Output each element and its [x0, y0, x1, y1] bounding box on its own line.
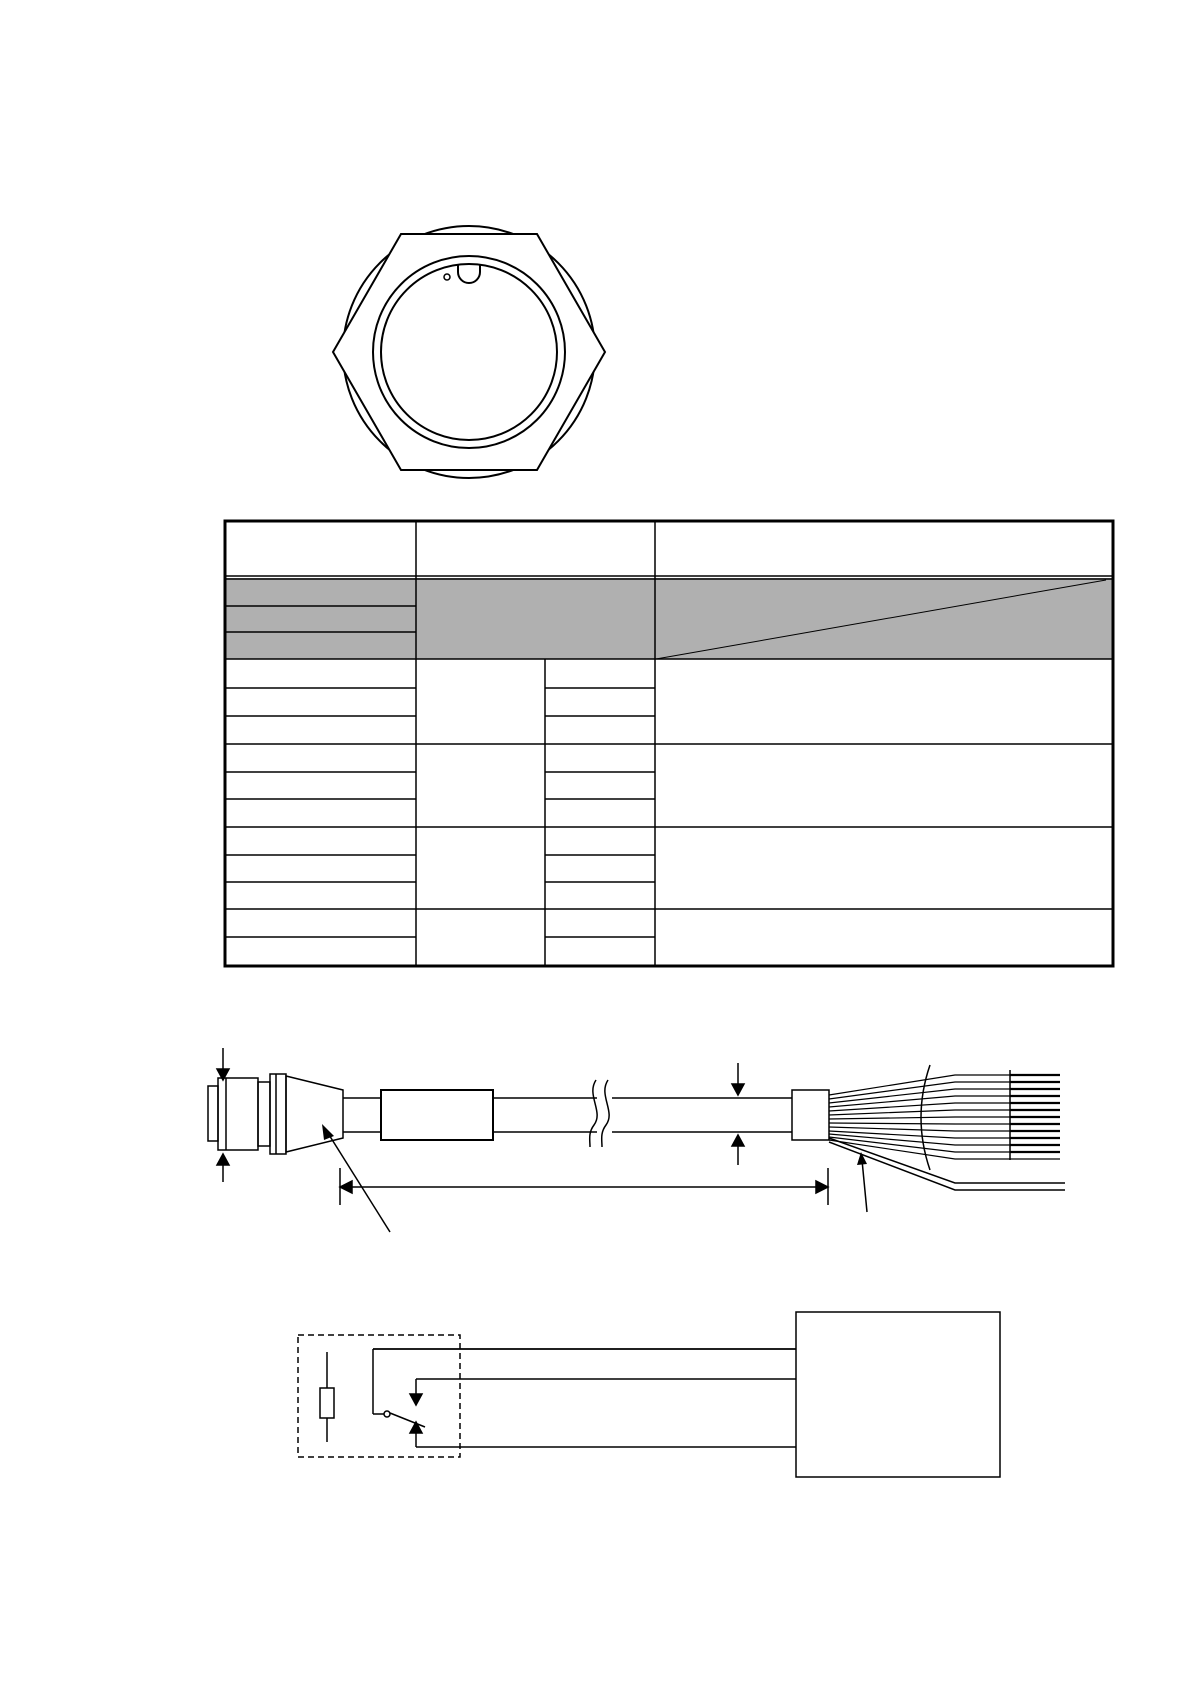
cable-break-symbol	[590, 1080, 597, 1147]
pin-table	[225, 521, 1113, 966]
cable-label-sleeve	[381, 1090, 493, 1140]
switch-contact-arm	[390, 1413, 425, 1427]
pin-table-header-fill	[225, 578, 1113, 659]
cable-wire-fan	[829, 1075, 1065, 1190]
connector-front-view	[333, 226, 605, 478]
cable-connector	[208, 1074, 343, 1154]
circuit-diagram	[298, 1312, 1000, 1477]
wire-leader-line	[862, 1160, 867, 1212]
receiving-device-box	[796, 1312, 1000, 1477]
cable-drawing	[208, 1048, 1065, 1232]
sensor-dashed-box	[298, 1335, 460, 1457]
switch-pivot	[384, 1411, 390, 1417]
cable-wire-ends	[1010, 1075, 1060, 1152]
connector-leader-line	[326, 1130, 390, 1232]
resistor-symbol	[320, 1388, 334, 1418]
